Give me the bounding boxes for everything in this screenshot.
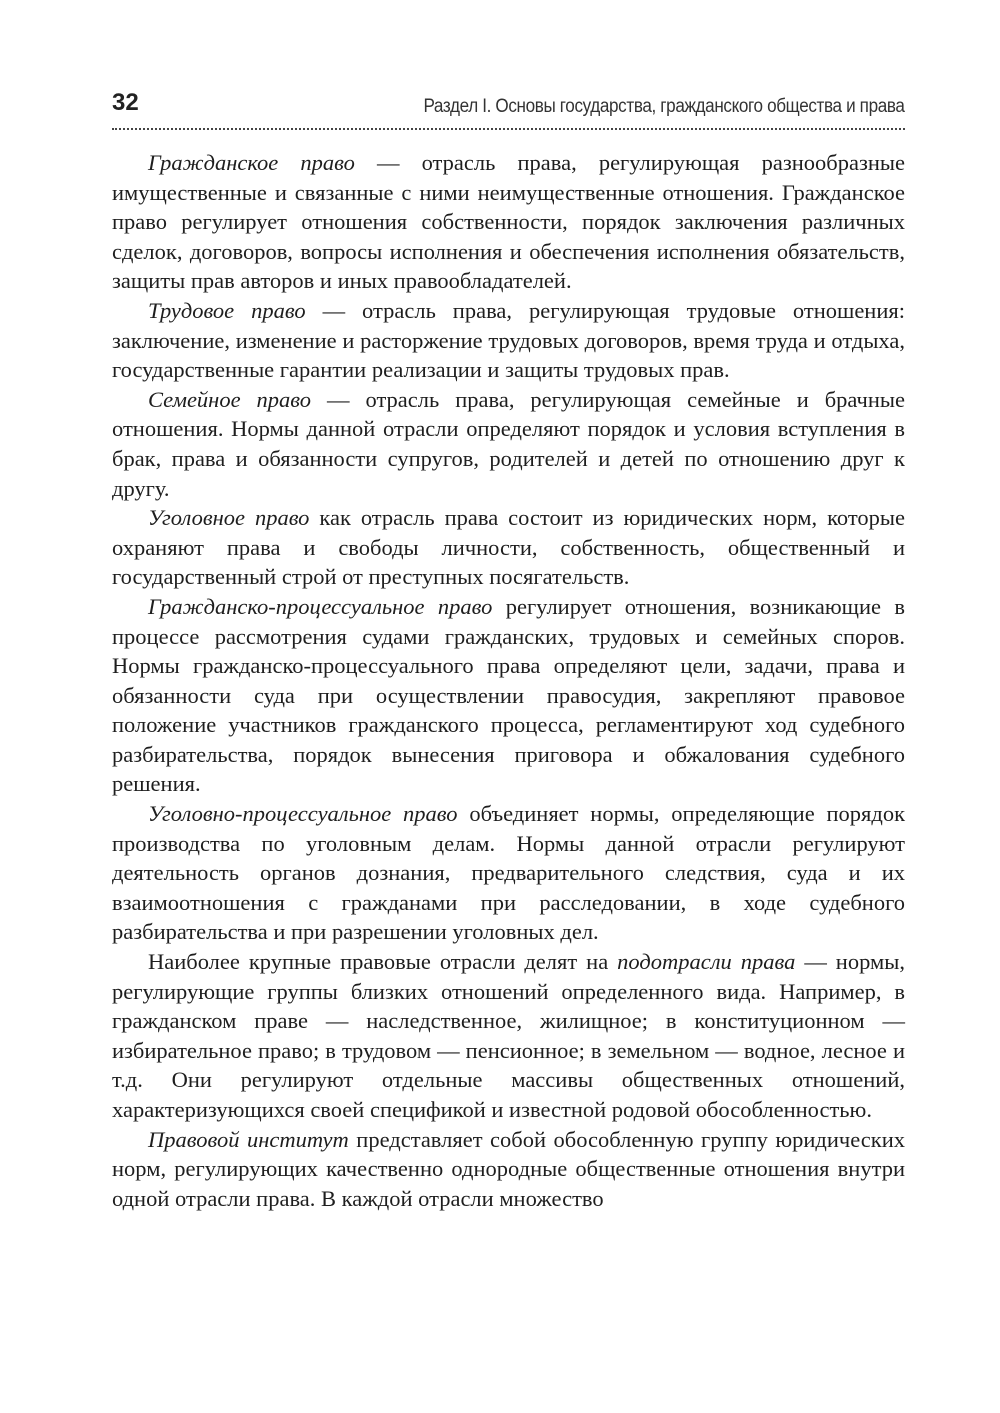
paragraph-family-law [112,385,905,503]
paragraph-civil-law [112,148,905,296]
term-civil-law: Гражданское право [148,150,355,175]
term-criminal-procedure-law: Уголовно-процессуальное право [148,801,458,827]
paragraph-civil-procedure-law [112,592,905,799]
paragraph-criminal-law [112,503,905,592]
paragraph-text: как отрасль права состоит из юридических норм, которые охраняют права и свободы личности, собственность, общественный и государственный строй от преступных посягательств. [112,505,905,590]
term-labor-law: Трудовое право [148,297,306,323]
paragraph-text: — отрасль права, регулирующая трудовые отношения: заключение, изменение и расторжение трудовых договоров, время труда и отдыха, государственные гарантии реализации и защиты трудовых прав. [112,297,905,383]
paragraph-text: — нормы, регулирующие группы близких отношений определенного вида. Например, в гражданском праве — наследственное, жилищное; в конституционном — избирательное право; в трудовом — пенсионное; в земельном — водное, лесное и т.д. Они регулируют отдельные массивы общественных отношений, характеризующихся своей спецификой и известной родовой обособленностью. [112,949,905,1122]
paragraph-text: объединяет нормы, определяющие порядок производства по уголовным делам. Нормы данной отрасли регулируют деятельность органов дознания, предварительного следствия, суда и их взаимоотношения с гражданами при расследовании, в ходе судебного разбирательства и при разрешении уголовных дел. [112,801,906,945]
running-title: Раздел I. Основы государства, гражданского общества и права [423,96,905,117]
paragraph-text: — отрасль права, регулирующая семейные и брачные отношения. Нормы данной отрасли определяют порядок и условия вступления в брак, права и обязанности супругов, родителей и детей по отношению друг к другу. [112,386,905,501]
paragraph-labor-law [112,296,905,385]
paragraph-text: представляет собой обособленную группу юридических норм, регулирующих качественно однородные общественные отношения внутри одной отрасли права. В каждой отрасли множество [112,1126,905,1211]
page-number: 32 [112,89,139,116]
term-family-law: Семейное право [148,386,312,412]
paragraph-text: — отрасль права, регулирующая разнообразные имущественные и связанные с ними неимущественные отношения. Гражданское право регулирует отношения собственности, порядок заключения различных сделок, договоров, вопросы исполнения и обеспечения исполнения обязательств, защиты прав авторов и иных правообладателей. [112,150,905,294]
paragraph-criminal-procedure-law [112,799,905,947]
term-legal-institution: Правовой институт [148,1126,349,1152]
paragraph-sub-branches [112,947,905,1125]
term-criminal-law: Уголовное право [148,505,310,531]
paragraph-legal-institution [112,1125,905,1214]
term-sub-branches: подотрасли права [617,949,796,975]
paragraph-text-lead: Наиболее крупные правовые отрасли делят на [148,949,618,975]
paragraph-text: регулирует отношения, возникающие в процессе рассмотрения судами гражданских, трудовых и семейных споров. Нормы гражданско-процессуального права определяют цели, задачи, права и обязанности суда при осуществлении правосудия, закрепляют правовое положение участников гражданского процесса, регламентируют ход судебного разбирательства, порядок вынесения приговора и обжалования судебного решения. [112,593,905,797]
term-civil-procedure-law: Гражданско-процессуальное право [148,593,493,619]
page-header [112,88,905,132]
body-text [112,148,905,1213]
header-dotted-rule [112,128,905,130]
